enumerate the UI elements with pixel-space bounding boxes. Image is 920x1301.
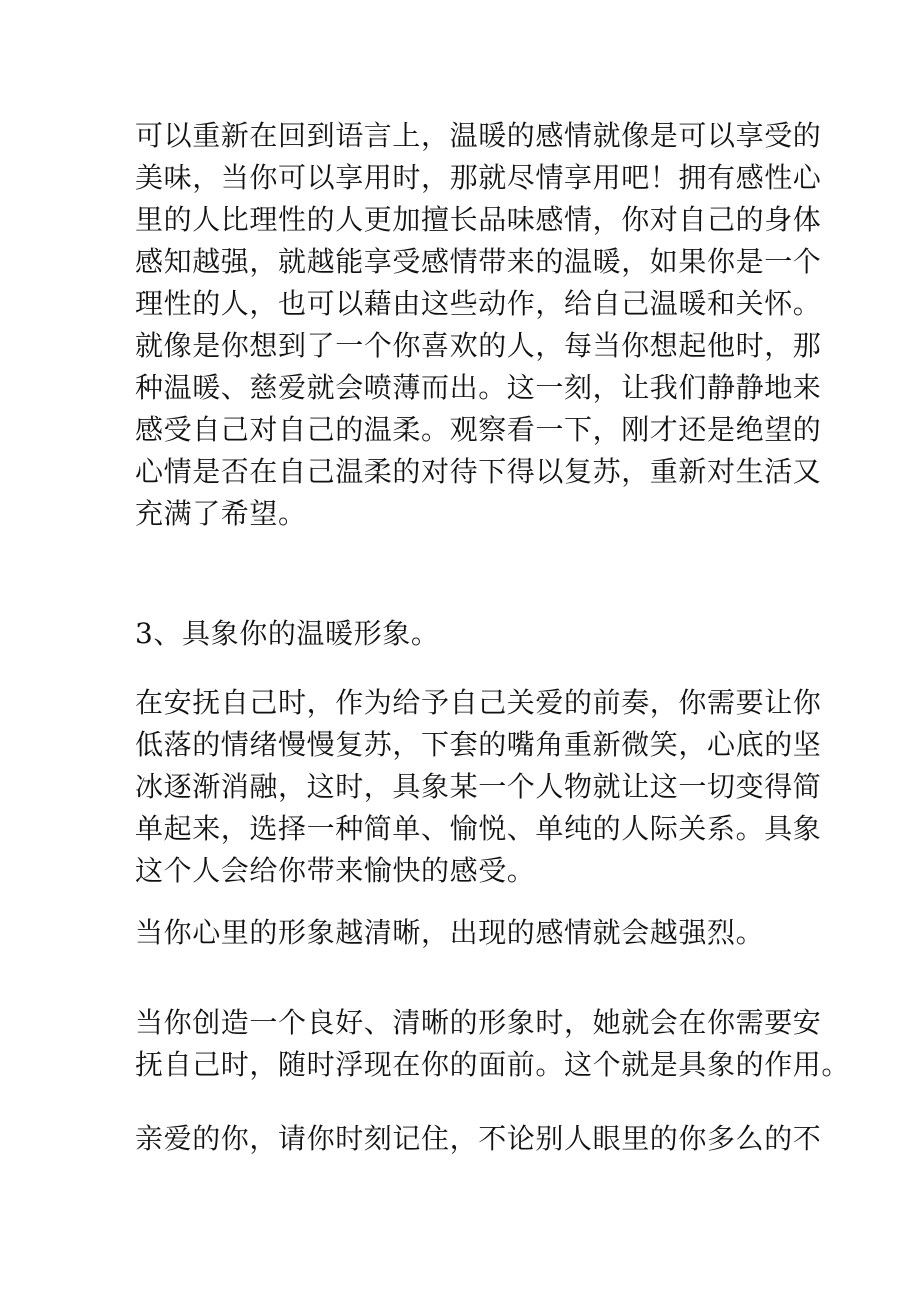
paragraph-line: 充满了希望。 bbox=[135, 497, 307, 530]
paragraph-line: 心情是否在自己温柔的对待下得以复苏，重新对生活又 bbox=[135, 455, 822, 488]
paragraph-line: 理性的人，也可以藉由这些动作，给自己温暖和关怀。 bbox=[135, 287, 822, 320]
paragraph-line: 在安抚自己时，作为给予自己关爱的前奏，你需要让你 bbox=[135, 686, 822, 719]
paragraph-line: 感受自己对自己的温柔。观察看一下，刚才还是绝望的 bbox=[135, 413, 822, 446]
paragraph-line: 感知越强，就越能享受感情带来的温暖，如果你是一个 bbox=[135, 245, 822, 278]
paragraph-line: 这个人会给你带来愉快的感受。 bbox=[135, 854, 536, 887]
paragraph-5 bbox=[135, 1118, 822, 1160]
paragraph-3 bbox=[135, 912, 815, 954]
paragraph-1 bbox=[135, 115, 822, 535]
section-heading bbox=[135, 613, 815, 655]
paragraph-2 bbox=[135, 682, 822, 892]
paragraph-line: 低落的情绪慢慢复苏，下套的嘴角重新微笑，心底的坚 bbox=[135, 728, 822, 761]
paragraph-line: 冰逐渐消融，这时，具象某一个人物就让这一切变得简 bbox=[135, 770, 822, 803]
paragraph-line: 单起来，选择一种简单、愉悦、单纯的人际关系。具象 bbox=[135, 812, 822, 845]
heading-line: 3、具象你的温暖形象。 bbox=[135, 617, 440, 650]
paragraph-line: 美味，当你可以享用时，那就尽情享用吧！拥有感性心 bbox=[135, 161, 822, 194]
paragraph-line: 可以重新在回到语言上，温暖的感情就像是可以享受的 bbox=[135, 119, 822, 152]
paragraph-line: 就像是你想到了一个你喜欢的人，每当你想起他时，那 bbox=[135, 329, 822, 362]
paragraph-line: 种温暖、慈爱就会喷薄而出。这一刻，让我们静静地来 bbox=[135, 371, 822, 404]
paragraph-line: 里的人比理性的人更加擅长品味感情，你对自己的身体 bbox=[135, 203, 822, 236]
paragraph-line: 当你创造一个良好、清晰的形象时，她就会在你需要安 bbox=[135, 1006, 822, 1039]
paragraph-4 bbox=[135, 1002, 851, 1086]
paragraph-line: 抚自己时，随时浮现在你的面前。这个就是具象的作用。 bbox=[135, 1048, 851, 1081]
paragraph-line: 亲爱的你，请你时刻记住，不论别人眼里的你多么的不 bbox=[135, 1122, 822, 1155]
paragraph-line: 当你心里的形象越清晰，出现的感情就会越强烈。 bbox=[135, 916, 765, 949]
